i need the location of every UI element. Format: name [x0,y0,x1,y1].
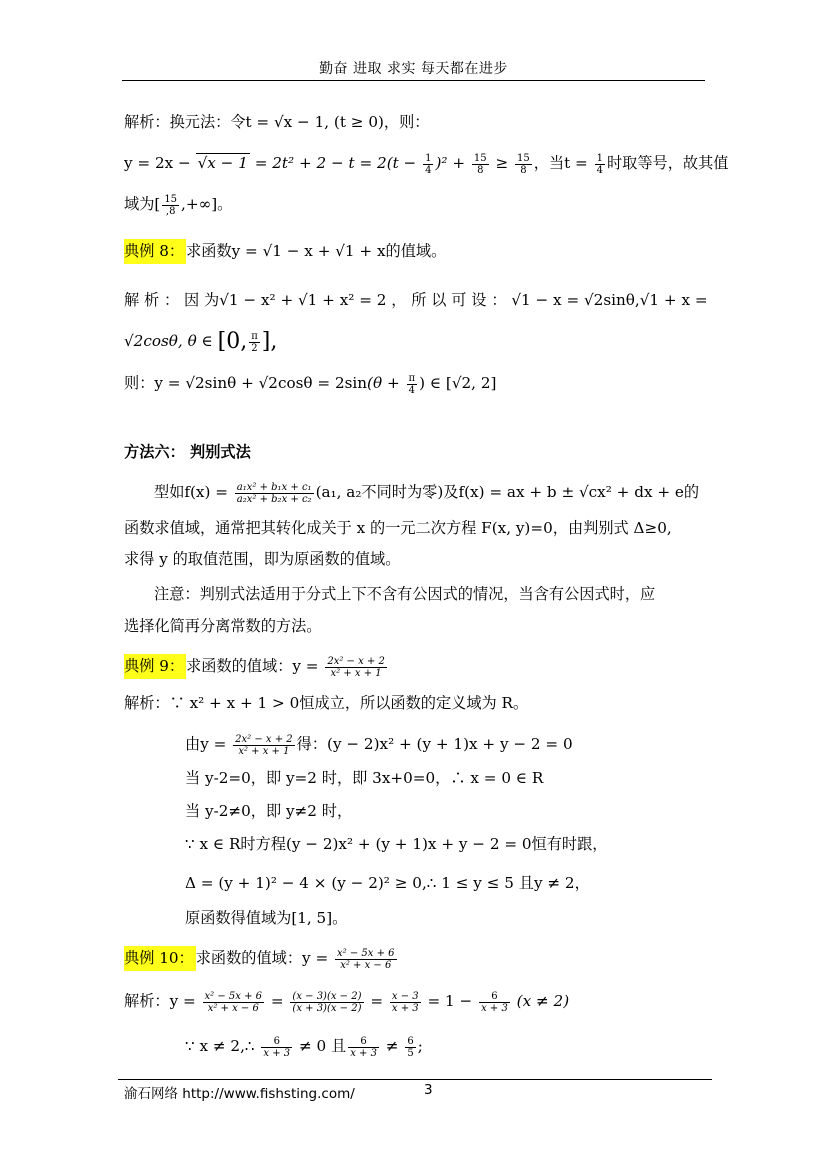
example-8: 典例 8： 求函数y = √1 − x + √1 + x的值域。 [124,240,446,262]
example-9-step-4: ∵ x ∈ R时方程(y − 2)x² + (y + 1)x + y − 2 = 0恒有时跟， [185,835,608,853]
solution-substitution: 解析：换元法：令t = √x − 1, (t ≥ 0)，则： [124,113,430,131]
example-8-solution: 解 析 ： 因 为√1 − x² + √1 + x² = 2 ， 所 以 可 设 ： √1 − x = √2sinθ,√1 + x = [124,291,708,309]
example-9-result: 原函数得值域为[1, 5]。 [185,909,348,927]
example-8-label: 典例 8： [124,239,186,264]
method-6-note-2: 选择化简再分离常数的方法。 [124,617,322,635]
example-10-condition: ∵ x ≠ 2,∴ $\frac{6}{x + 3}$ ≠ 0 且 $\frac{6}{x + 3}$ ≠ $\frac{6}{5}$ ; [185,1035,423,1059]
solution-expression: y = 2x − √x − 1 = 2t² + 2 − t = 2(t − $\frac{1}{4}$ )² + $\frac{15}{8}$ ≥ $\frac{15}{8}$ ，当t = $\frac{1}{4}$ 时取等号，故其值 [124,152,729,176]
example-9-step-5: Δ = (y + 1)² − 4 × (y − 2)² ≥ 0,∴ 1 ≤ y ≤ 5 且y ≠ 2， [185,874,590,892]
example-9-label: 典例 9： [124,654,186,679]
method-6-note: 注意：判别式法适用于分式上下不含有公因式的情况，当含有公因式时，应 [154,585,656,603]
example-8-result: 则：y = √2sinθ + √2cosθ = 2sin(θ + $\frac{\pi}{4}$ ) ∈ [√2, 2] [124,372,497,396]
page-header: 勤奋 进取 求实 每天都在进步 [319,61,508,77]
method-6-desc-2: 求得 y 的取值范围，即为原函数的值域。 [124,550,401,568]
example-10: 典例 10： 求函数的值域：y = $\frac{\text{x² − 5x + 6}}{\text{x² + x − 6}}$ [124,947,395,971]
page-number: 3 [424,1082,433,1098]
example-9-domain: 解析：∵ x² + x + 1 > 0恒成立，所以函数的定义域为 R。 [124,694,529,712]
example-9-step-3: 当 y-2≠0，即 y≠2 时， [185,802,353,820]
footer-source: 渝石网络 http://www.fishsting.com/ [124,1086,355,1102]
example-10-label: 典例 10： [124,946,196,971]
method-6-form: 型如f(x) = $\frac{\text{a₁x² + b₁x + c₁}}{\text{a₂x² + b₂x + c₂}}$ (a₁, a₂不同时为零)及f(x) = ax + b ± √cx² + dx + e的 [154,481,700,505]
header-rule [122,80,705,81]
example-9: 典例 9： 求函数的值域：y = $\frac{\text{2x² − x + 2}}{\text{x² + x + 1}}$ [124,655,385,679]
method-6-heading: 方法六： 判别式法 [124,443,251,461]
footer-rule [118,1079,712,1080]
method-6-desc-1: 函数求值域，通常把其转化成关于 x 的一元二次方程 F(x, y)=0，由判别式 Δ≥0, [124,519,672,537]
example-10-solution: 解析：y = $\frac{\text{x² − 5x + 6}}{\text{x² + x − 6}}$ = $\frac{(x - 3)(x - 2)}{(x + 3)(x - 2)}$ = $\frac{x - 3}{x + 3}$ = 1 − $\frac{6}{x + 3}$ (x ≠ 2) [124,990,570,1014]
example-9-step-1: 由y = $\frac{\text{2x² − x + 2}}{\text{x² + x + 1}}$ 得：(y − 2)x² + (y + 1)x + y − 2 = 0 [185,733,573,757]
example-9-step-2: 当 y-2=0，即 y=2 时，即 3x+0=0，∴ x = 0 ∈ R [185,769,544,787]
range-result: 域为[ $\frac{15}{,8}$ ,+∞]。 [124,193,233,217]
example-8-param: √2cosθ, θ ∈ [0, $\frac{\pi}{2}$ ], [124,329,278,354]
